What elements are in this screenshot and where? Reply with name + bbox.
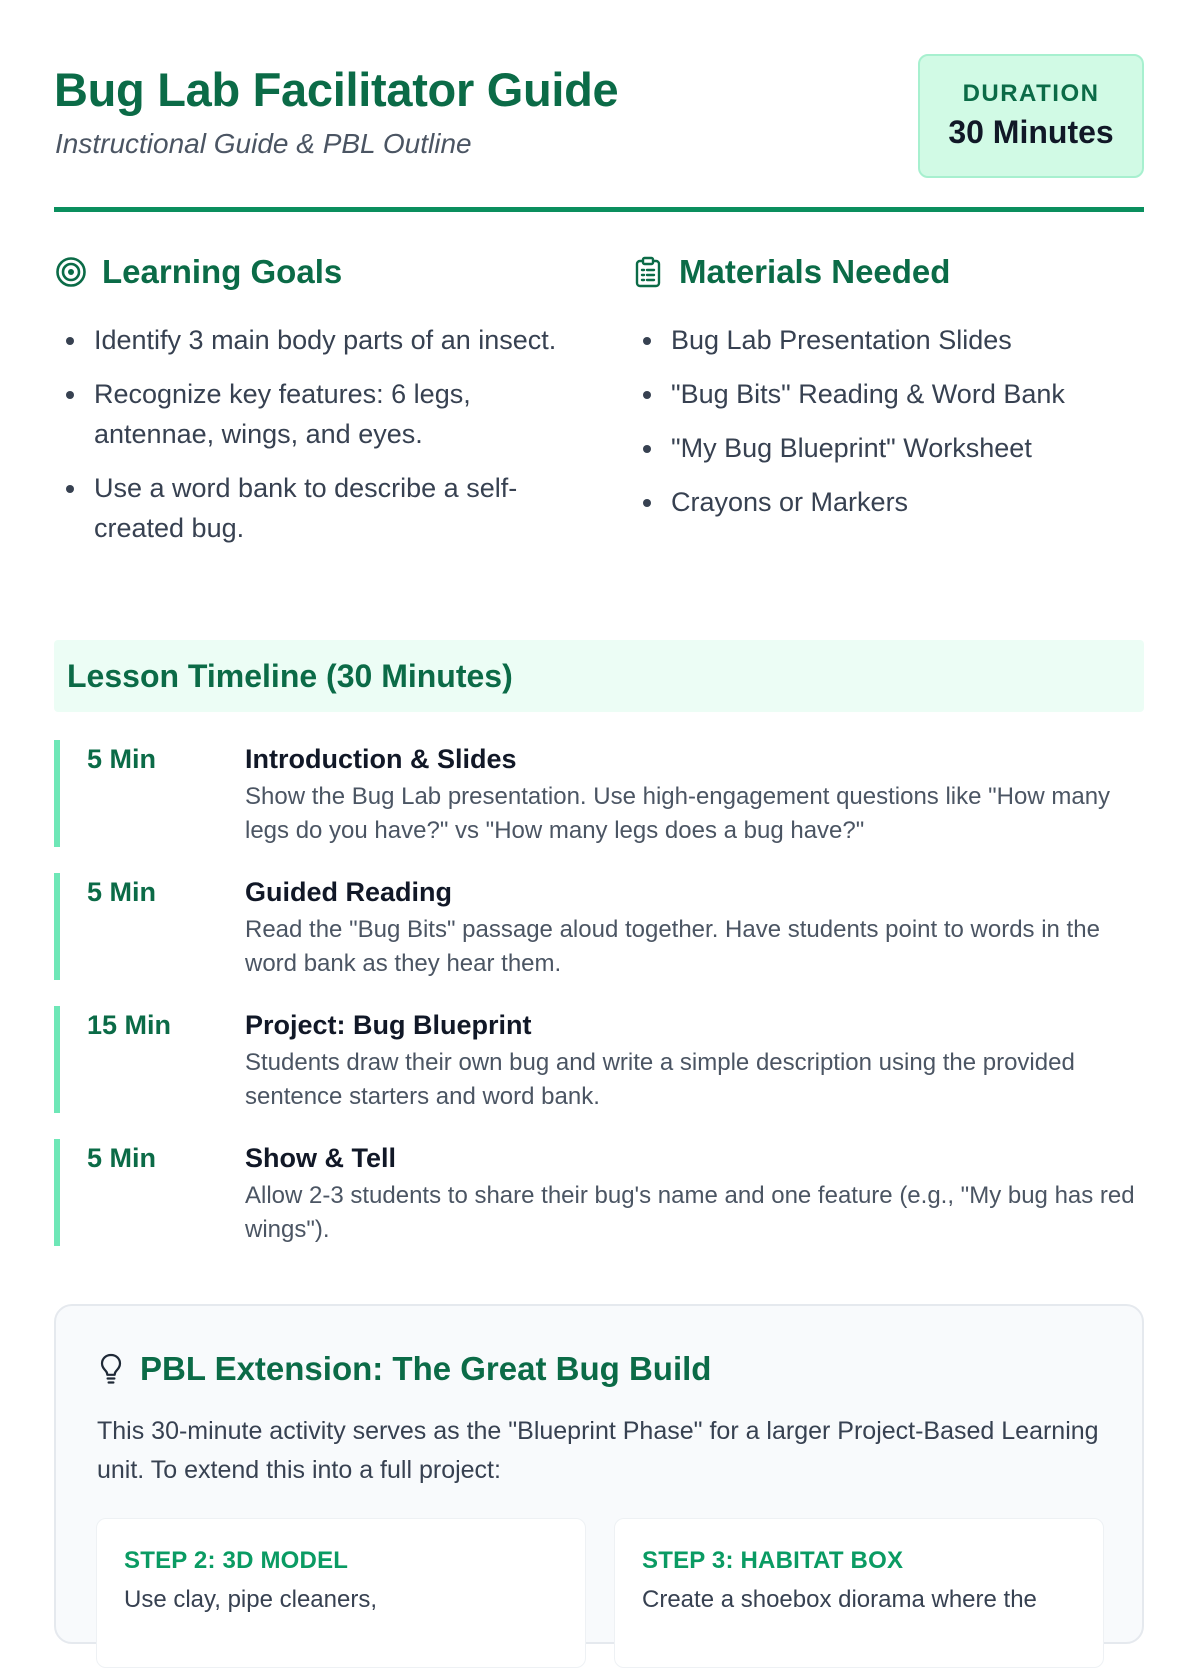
materials-list xyxy=(631,320,1151,522)
timeline-duration: 5 Min xyxy=(87,1143,157,1173)
materials-heading xyxy=(631,252,1151,292)
duration-value: 30 Minutes xyxy=(948,114,1114,150)
timeline-step-description: Show the Bug Lab presentation. Use high-engagement questions like "How many legs do you have?" vs "How many legs does a bug have?" xyxy=(245,783,1111,844)
lesson-timeline-title: Lesson Timeline (30 Minutes) xyxy=(67,657,513,694)
pbl-extension-title: PBL Extension: The Great Bug Build xyxy=(140,1350,712,1387)
goals-materials-section xyxy=(54,212,1144,640)
pbl-extension-card xyxy=(54,1304,1144,1644)
list-item: Bug Lab Presentation Slides xyxy=(631,320,1151,360)
timeline-item xyxy=(54,873,1144,980)
timeline-item xyxy=(54,1006,1144,1113)
timeline-item xyxy=(54,1139,1144,1246)
pbl-step-title: STEP 2: 3D MODEL xyxy=(124,1547,349,1574)
lightbulb-icon xyxy=(96,1351,126,1387)
clipboard-icon xyxy=(631,255,665,289)
pbl-step-title: STEP 3: HABITAT BOX xyxy=(642,1547,904,1574)
list-item: "My Bug Blueprint" Worksheet xyxy=(631,428,1151,468)
target-icon xyxy=(54,255,88,289)
learning-goals-column xyxy=(54,252,564,562)
page-subtitle: Instructional Guide & PBL Outline xyxy=(55,128,472,159)
duration-badge xyxy=(918,54,1144,178)
pbl-step-card xyxy=(614,1518,1104,1668)
pbl-extension-heading xyxy=(96,1350,711,1388)
timeline-step-title: Project: Bug Blueprint xyxy=(245,1010,532,1040)
timeline-duration: 15 Min xyxy=(87,1010,172,1040)
duration-label: DURATION xyxy=(962,80,1100,107)
page-title: Bug Lab Facilitator Guide xyxy=(54,63,619,116)
materials-title: Materials Needed xyxy=(679,253,951,290)
pbl-extension-intro: This 30-minute activity serves as the "Blueprint Phase" for a larger Project-Based Learning unit. To extend this into a full project: xyxy=(97,1417,1099,1484)
timeline-duration: 5 Min xyxy=(87,744,157,774)
pbl-step-description: Use clay, pipe cleaners, xyxy=(124,1586,378,1613)
timeline-duration: 5 Min xyxy=(87,877,157,907)
learning-goals-list xyxy=(54,320,564,548)
materials-column xyxy=(631,252,1151,536)
page-header xyxy=(54,0,1144,212)
lesson-timeline xyxy=(54,740,1144,1246)
timeline-item xyxy=(54,740,1144,847)
lesson-timeline-header xyxy=(54,640,1144,712)
pbl-step-card xyxy=(96,1518,586,1668)
timeline-step-title: Guided Reading xyxy=(245,877,453,907)
timeline-step-description: Students draw their own bug and write a simple description using the provided sentence starters and word bank. xyxy=(245,1049,1075,1110)
timeline-step-description: Allow 2-3 students to share their bug's name and one feature (e.g., "My bug has red wings"). xyxy=(245,1182,1135,1243)
list-item: Use a word bank to describe a self-created bug. xyxy=(54,468,564,548)
list-item: Crayons or Markers xyxy=(631,482,1151,522)
pbl-step-description: Create a shoebox diorama where the xyxy=(642,1586,1037,1613)
timeline-step-description: Read the "Bug Bits" passage aloud together. Have students point to words in the word bank as they hear them. xyxy=(245,916,1100,977)
timeline-step-title: Introduction & Slides xyxy=(245,744,517,774)
list-item: Identify 3 main body parts of an insect. xyxy=(54,320,564,360)
learning-goals-heading xyxy=(54,252,564,292)
list-item: Recognize key features: 6 legs, antennae, wings, and eyes. xyxy=(54,374,564,454)
timeline-step-title: Show & Tell xyxy=(245,1143,397,1173)
list-item: "Bug Bits" Reading & Word Bank xyxy=(631,374,1151,414)
learning-goals-title: Learning Goals xyxy=(102,253,343,290)
